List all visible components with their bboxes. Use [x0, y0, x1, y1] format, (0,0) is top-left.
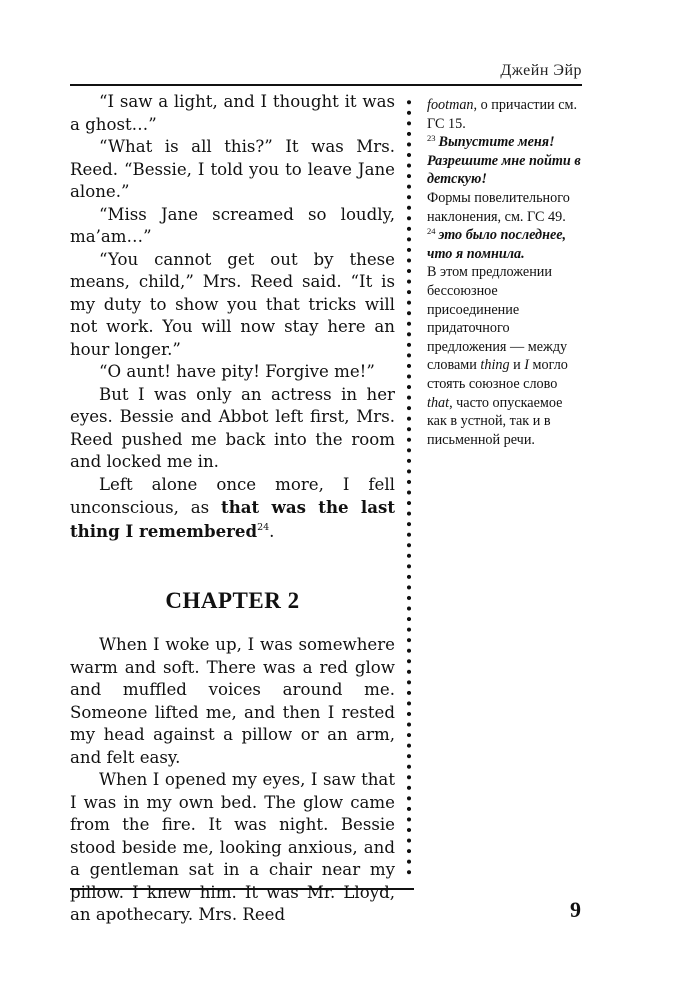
footnote-ref: 24 — [257, 521, 270, 533]
running-head: Джейн Эйр — [500, 62, 582, 79]
note-text: могло стоять союзное слово — [427, 357, 568, 392]
paragraph: “What is all this?” It was Mrs. Reed. “Bessie, I told you to leave Jane alone.” — [70, 137, 395, 201]
note-word: footman — [427, 97, 474, 113]
footnotes-column — [427, 96, 585, 449]
note-text: Формы повелительного наклонения, см. ГС 49. — [427, 189, 570, 225]
bottom-rule — [70, 888, 414, 890]
page-number: 9 — [570, 897, 581, 922]
paragraph — [70, 474, 395, 544]
paragraph: When I opened my eyes, I saw that I was in my own bed. The glow came from the fire. It was night. Bessie stood beside me, looking anxious, and a gentleman sat in a chair near my pillow. I knew him. It was Mr. Lloyd, an apothecary. Mrs. Reed — [70, 770, 395, 924]
note-word: that — [427, 394, 450, 411]
note-text: , часто опускаемое как в устной, так и в письменной речи. — [427, 394, 563, 448]
note-text: В этом предложении бессоюзное присоединение придаточного предложения — между словами — [427, 264, 568, 374]
top-rule — [70, 84, 582, 86]
dotted-column-divider — [405, 97, 413, 875]
paragraph: “You cannot get out by these means, child,” Mrs. Reed said. “It is my duty to show you that tricks will not work. You will now stay here an hour longer.” — [70, 249, 395, 359]
footnote-24 — [427, 226, 585, 449]
footnote-number: 24 — [427, 226, 436, 237]
note-phrase: это было последнее, что я помнила. — [427, 227, 567, 262]
note-word: I — [524, 357, 529, 374]
paragraph: When I woke up, I was somewhere warm and soft. There was a red glow and muffled voices around me. Someone lifted me, and then I rested my head against a pillow or an arm, and felt easy. — [70, 635, 395, 767]
footnote-23 — [427, 133, 585, 226]
footnote-number: 23 — [427, 133, 436, 144]
glossed-phrase: that was the last thing I remembered — [70, 497, 395, 541]
note-phrase: Выпустите меня! Разрешите мне пойти в детскую! — [427, 134, 581, 188]
footnote-continued — [427, 96, 585, 133]
paragraph-text: Left alone once more, I fell unconscious, as — [70, 474, 395, 517]
paragraph: But I was only an actress in her eyes. Bessie and Abbot left first, Mrs. Reed pushed me back into the room and locked me in. — [70, 384, 395, 471]
paragraph: “Miss Jane screamed so loudly, ma’am…” — [70, 204, 395, 246]
paragraph: “O aunt! have pity! Forgive me!” — [99, 362, 375, 381]
note-text: и — [509, 357, 525, 374]
main-text-top — [70, 91, 395, 543]
main-text-chapter — [70, 634, 395, 927]
chapter-heading: CHAPTER 2 — [165, 588, 300, 613]
note-word: thing — [480, 357, 510, 374]
paragraph-text: . — [269, 521, 275, 541]
note-text: , о причастии см. ГС 15. — [427, 97, 578, 132]
paragraph: “I saw a light, and I thought it was a ghost…” — [70, 92, 395, 134]
